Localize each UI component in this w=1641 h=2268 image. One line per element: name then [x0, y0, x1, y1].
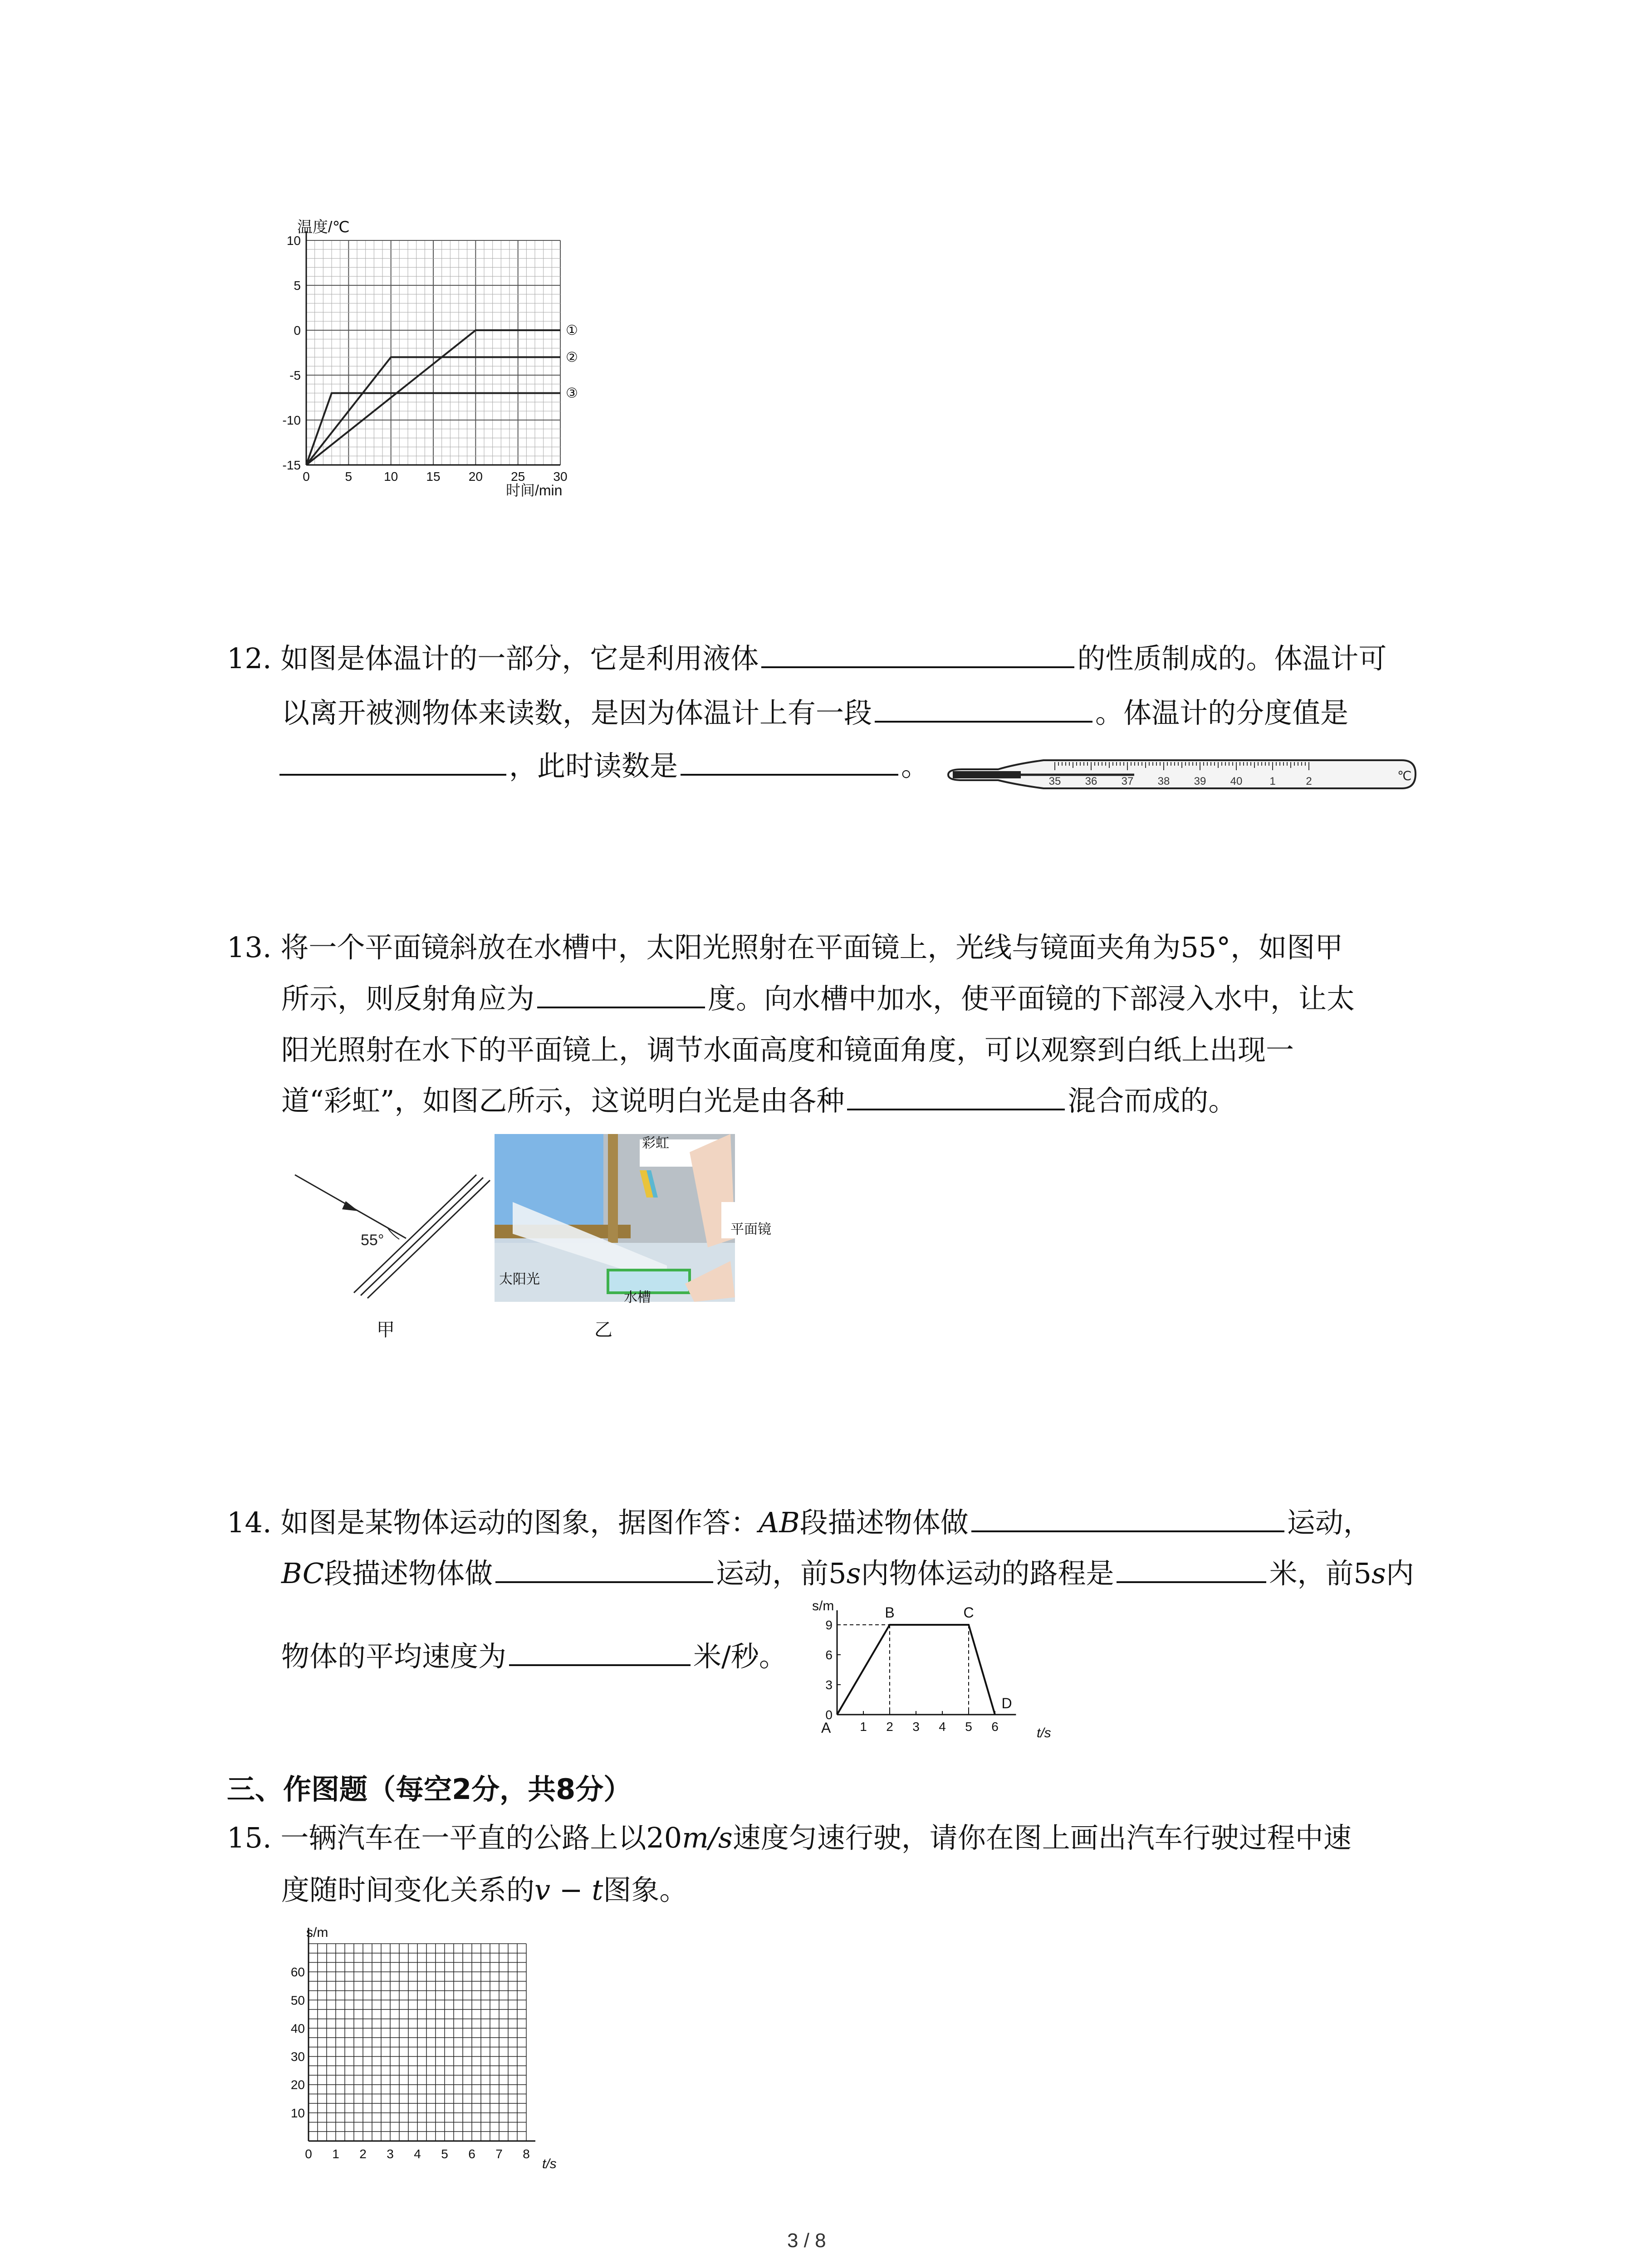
st-x-tick: 4 — [939, 1720, 946, 1734]
grid-y-tick: 40 — [290, 2021, 305, 2036]
q12-blank-3[interactable] — [279, 745, 506, 776]
q14-blank-4[interactable] — [509, 1635, 691, 1666]
grid-y-tick: 50 — [290, 1993, 305, 2008]
grid-x-tick: 2 — [359, 2147, 367, 2161]
q14-blank-3[interactable] — [1117, 1552, 1266, 1583]
q15-line-2 — [281, 1864, 687, 1916]
st-chart — [798, 1592, 1080, 1742]
mirror-line-3 — [367, 1180, 490, 1298]
thermo-tick-label: 2 — [1306, 775, 1312, 787]
y-tick-label: -5 — [289, 368, 301, 382]
q15-text: 度随时间变化关系的 — [281, 1873, 535, 1906]
q14-var-bc: BC — [281, 1557, 324, 1590]
st-x-tick: 1 — [860, 1720, 867, 1734]
st-point-label: C — [963, 1604, 974, 1621]
q12-text: 。体温计的分度值是 — [1095, 696, 1349, 729]
thermo-tick-label: 39 — [1194, 775, 1206, 787]
thermo-tick-label: 35 — [1048, 775, 1061, 787]
grid-chart-ylabel: s/m — [306, 1925, 328, 1940]
q12-text: 的性质制成的。体温计可 — [1077, 642, 1387, 675]
q13-line-4 — [281, 1075, 1236, 1127]
q15-text: 速度匀速行驶，请你在图上画出汽车行驶过程中速 — [732, 1821, 1352, 1854]
q15-number: 15. — [227, 1821, 272, 1854]
q15-vt: v − t — [534, 1873, 603, 1906]
q15-unit: m/s — [682, 1821, 733, 1854]
q13-line-3 — [281, 1024, 1294, 1076]
question-12 — [227, 633, 1452, 684]
figure-yi-rainbow — [495, 1134, 780, 1306]
q13-text: 混合而成的。 — [1068, 1084, 1237, 1117]
q12-number: 12. — [227, 642, 272, 675]
q13-number: 13. — [227, 931, 272, 964]
caption-yi: 乙 — [594, 1320, 612, 1340]
st-y-tick: 9 — [825, 1618, 833, 1632]
grid-x-tick: 6 — [468, 2147, 475, 2161]
q14-unit-s: s — [846, 1557, 861, 1590]
thermo-tick-label: 38 — [1157, 775, 1170, 787]
st-y-tick: 0 — [825, 1708, 833, 1722]
q12-blank-4[interactable] — [681, 745, 898, 776]
x-tick-label: 15 — [426, 469, 441, 484]
q13-line-1 — [227, 922, 1343, 973]
thermometer-liquid — [953, 771, 1021, 778]
q14-text: 运动， — [1287, 1506, 1372, 1539]
q12-text: 。 — [901, 749, 930, 782]
series-label-3: ③ — [566, 386, 578, 401]
q15-text: 一辆汽车在一平直的公路上以20 — [280, 1821, 682, 1854]
st-point-label: D — [1001, 1695, 1012, 1711]
st-series-line — [837, 1625, 995, 1715]
label-tank: 水槽 — [624, 1290, 651, 1305]
x-tick-label: 25 — [511, 469, 525, 484]
q14-text: 物体的平均速度为 — [281, 1640, 507, 1673]
q15-text: 图象。 — [603, 1873, 688, 1906]
q14-text: 段描述物体做 — [324, 1557, 493, 1590]
x-tick-label: 30 — [553, 469, 568, 484]
y-tick-label: 10 — [286, 234, 301, 248]
grid-y-tick: 30 — [290, 2049, 305, 2064]
q12-line-3 — [277, 740, 929, 792]
x-tick-label: 20 — [468, 469, 483, 484]
st-point-label: B — [885, 1604, 895, 1621]
q14-line-1 — [227, 1497, 1372, 1549]
q13-text: 所示，则反射角应为 — [281, 982, 535, 1015]
q13-line-2 — [281, 973, 1355, 1025]
y-tick-label: -15 — [282, 458, 301, 472]
x-tick-label: 5 — [345, 469, 353, 484]
q14-line-3 — [281, 1631, 787, 1682]
st-y-tick: 3 — [825, 1678, 833, 1692]
label-rainbow: 彩虹 — [642, 1136, 669, 1151]
figure-jia-mirror — [286, 1143, 495, 1302]
temp-chart-xlabel: 时间/min — [506, 482, 563, 499]
series-label-2: ② — [566, 350, 578, 365]
q14-text: 内物体运动的路程是 — [861, 1557, 1114, 1590]
grid-y-tick: 20 — [290, 2077, 305, 2092]
q13-text: 阳光照射在水下的平面镜上，调节水面高度和镜面角度，可以观察到白纸上出现一 — [281, 1033, 1294, 1066]
thermo-tick-label: 1 — [1269, 775, 1276, 787]
grid-x-tick: 1 — [332, 2147, 339, 2161]
q14-text: 运动，前5 — [716, 1557, 847, 1590]
answer-grid-chart[interactable] — [268, 1919, 585, 2177]
st-x-tick: 2 — [886, 1720, 893, 1734]
q14-number: 14. — [227, 1506, 272, 1539]
st-chart-origin: A — [821, 1720, 831, 1736]
page-number: 3 / 8 — [787, 2229, 826, 2252]
st-x-tick: 3 — [912, 1720, 920, 1734]
q12-line-1 — [227, 633, 1452, 684]
q14-text: 米，前5 — [1269, 1557, 1372, 1590]
caption-jia: 甲 — [377, 1320, 395, 1340]
q13-text: 度。向水槽中加水，使平面镜的下部浸入水中，让太 — [708, 982, 1355, 1015]
thermo-tick-label: 36 — [1085, 775, 1097, 787]
y-tick-label: 5 — [294, 279, 301, 293]
thermometer-figure — [944, 754, 1425, 799]
q14-var-ab: AB — [759, 1506, 800, 1539]
grid-x-tick: 4 — [414, 2147, 421, 2161]
st-x-tick: 6 — [991, 1720, 999, 1734]
label-mirror: 平面镜 — [730, 1222, 771, 1237]
q13-blank-1[interactable] — [537, 978, 705, 1008]
thermo-tick-label: 37 — [1121, 775, 1134, 787]
q14-text: 米/秒。 — [693, 1640, 787, 1673]
x-tick-label: 0 — [303, 469, 310, 484]
q12-text: 以离开被测物体来读数，是因为体温计上有一段 — [281, 696, 872, 729]
q14-blank-2[interactable] — [495, 1552, 713, 1583]
y-tick-label: 0 — [294, 323, 301, 337]
q14-text: 段描述物体做 — [799, 1506, 969, 1539]
q13-text: 将一个平面镜斜放在水槽中，太阳光照射在平面镜上，光线与镜面夹角为55°，如图甲 — [280, 931, 1343, 964]
angle-label: 55° — [361, 1232, 384, 1249]
grid-x-tick: 5 — [441, 2147, 448, 2161]
st-chart-ylabel: s/m — [812, 1598, 834, 1613]
x-tick-label: 10 — [384, 469, 398, 484]
thermometer-unit: ℃ — [1397, 769, 1412, 783]
y-tick-label: -10 — [282, 413, 301, 427]
label-sun: 太阳光 — [499, 1272, 540, 1287]
grid-x-tick: 3 — [387, 2147, 394, 2161]
grid-chart-xlabel: t/s — [542, 2156, 557, 2171]
q14-unit-s: s — [1371, 1557, 1386, 1590]
q14-blank-1[interactable] — [971, 1501, 1284, 1532]
q12-blank-2[interactable] — [875, 692, 1092, 723]
st-chart-xlabel: t/s — [1037, 1725, 1051, 1740]
q12-text: 如图是体温计的一部分，它是利用液体 — [280, 642, 759, 675]
q14-text: 如图是某物体运动的图象，据图作答： — [280, 1506, 759, 1539]
grid-y-tick: 60 — [290, 1965, 305, 1980]
q12-blank-1[interactable] — [761, 637, 1074, 668]
q14-text: 内 — [1386, 1557, 1414, 1590]
temperature-time-chart — [254, 213, 617, 508]
q13-text: 道“彩虹”，如图乙所示，这说明白光是由各种 — [281, 1084, 845, 1117]
series-label-1: ① — [566, 323, 578, 338]
q14-line-2 — [281, 1548, 1414, 1599]
q13-blank-2[interactable] — [847, 1080, 1065, 1110]
st-x-tick: 5 — [965, 1720, 972, 1734]
thermo-tick-label: 40 — [1230, 775, 1243, 787]
grid-x-tick: 7 — [495, 2147, 503, 2161]
temp-chart-ylabel: 温度/℃ — [297, 219, 350, 236]
q12-text: ，此时读数是 — [509, 749, 678, 782]
grid-x-tick: 8 — [523, 2147, 530, 2161]
section-3-title: 三、作图题（每空2分，共8分） — [227, 1773, 632, 1806]
q15-line-1 — [227, 1812, 1352, 1864]
q12-line-2 — [281, 687, 1348, 739]
st-y-tick: 6 — [825, 1648, 833, 1662]
grid-x-tick: 0 — [305, 2147, 312, 2161]
grid-y-tick: 10 — [290, 2106, 305, 2120]
